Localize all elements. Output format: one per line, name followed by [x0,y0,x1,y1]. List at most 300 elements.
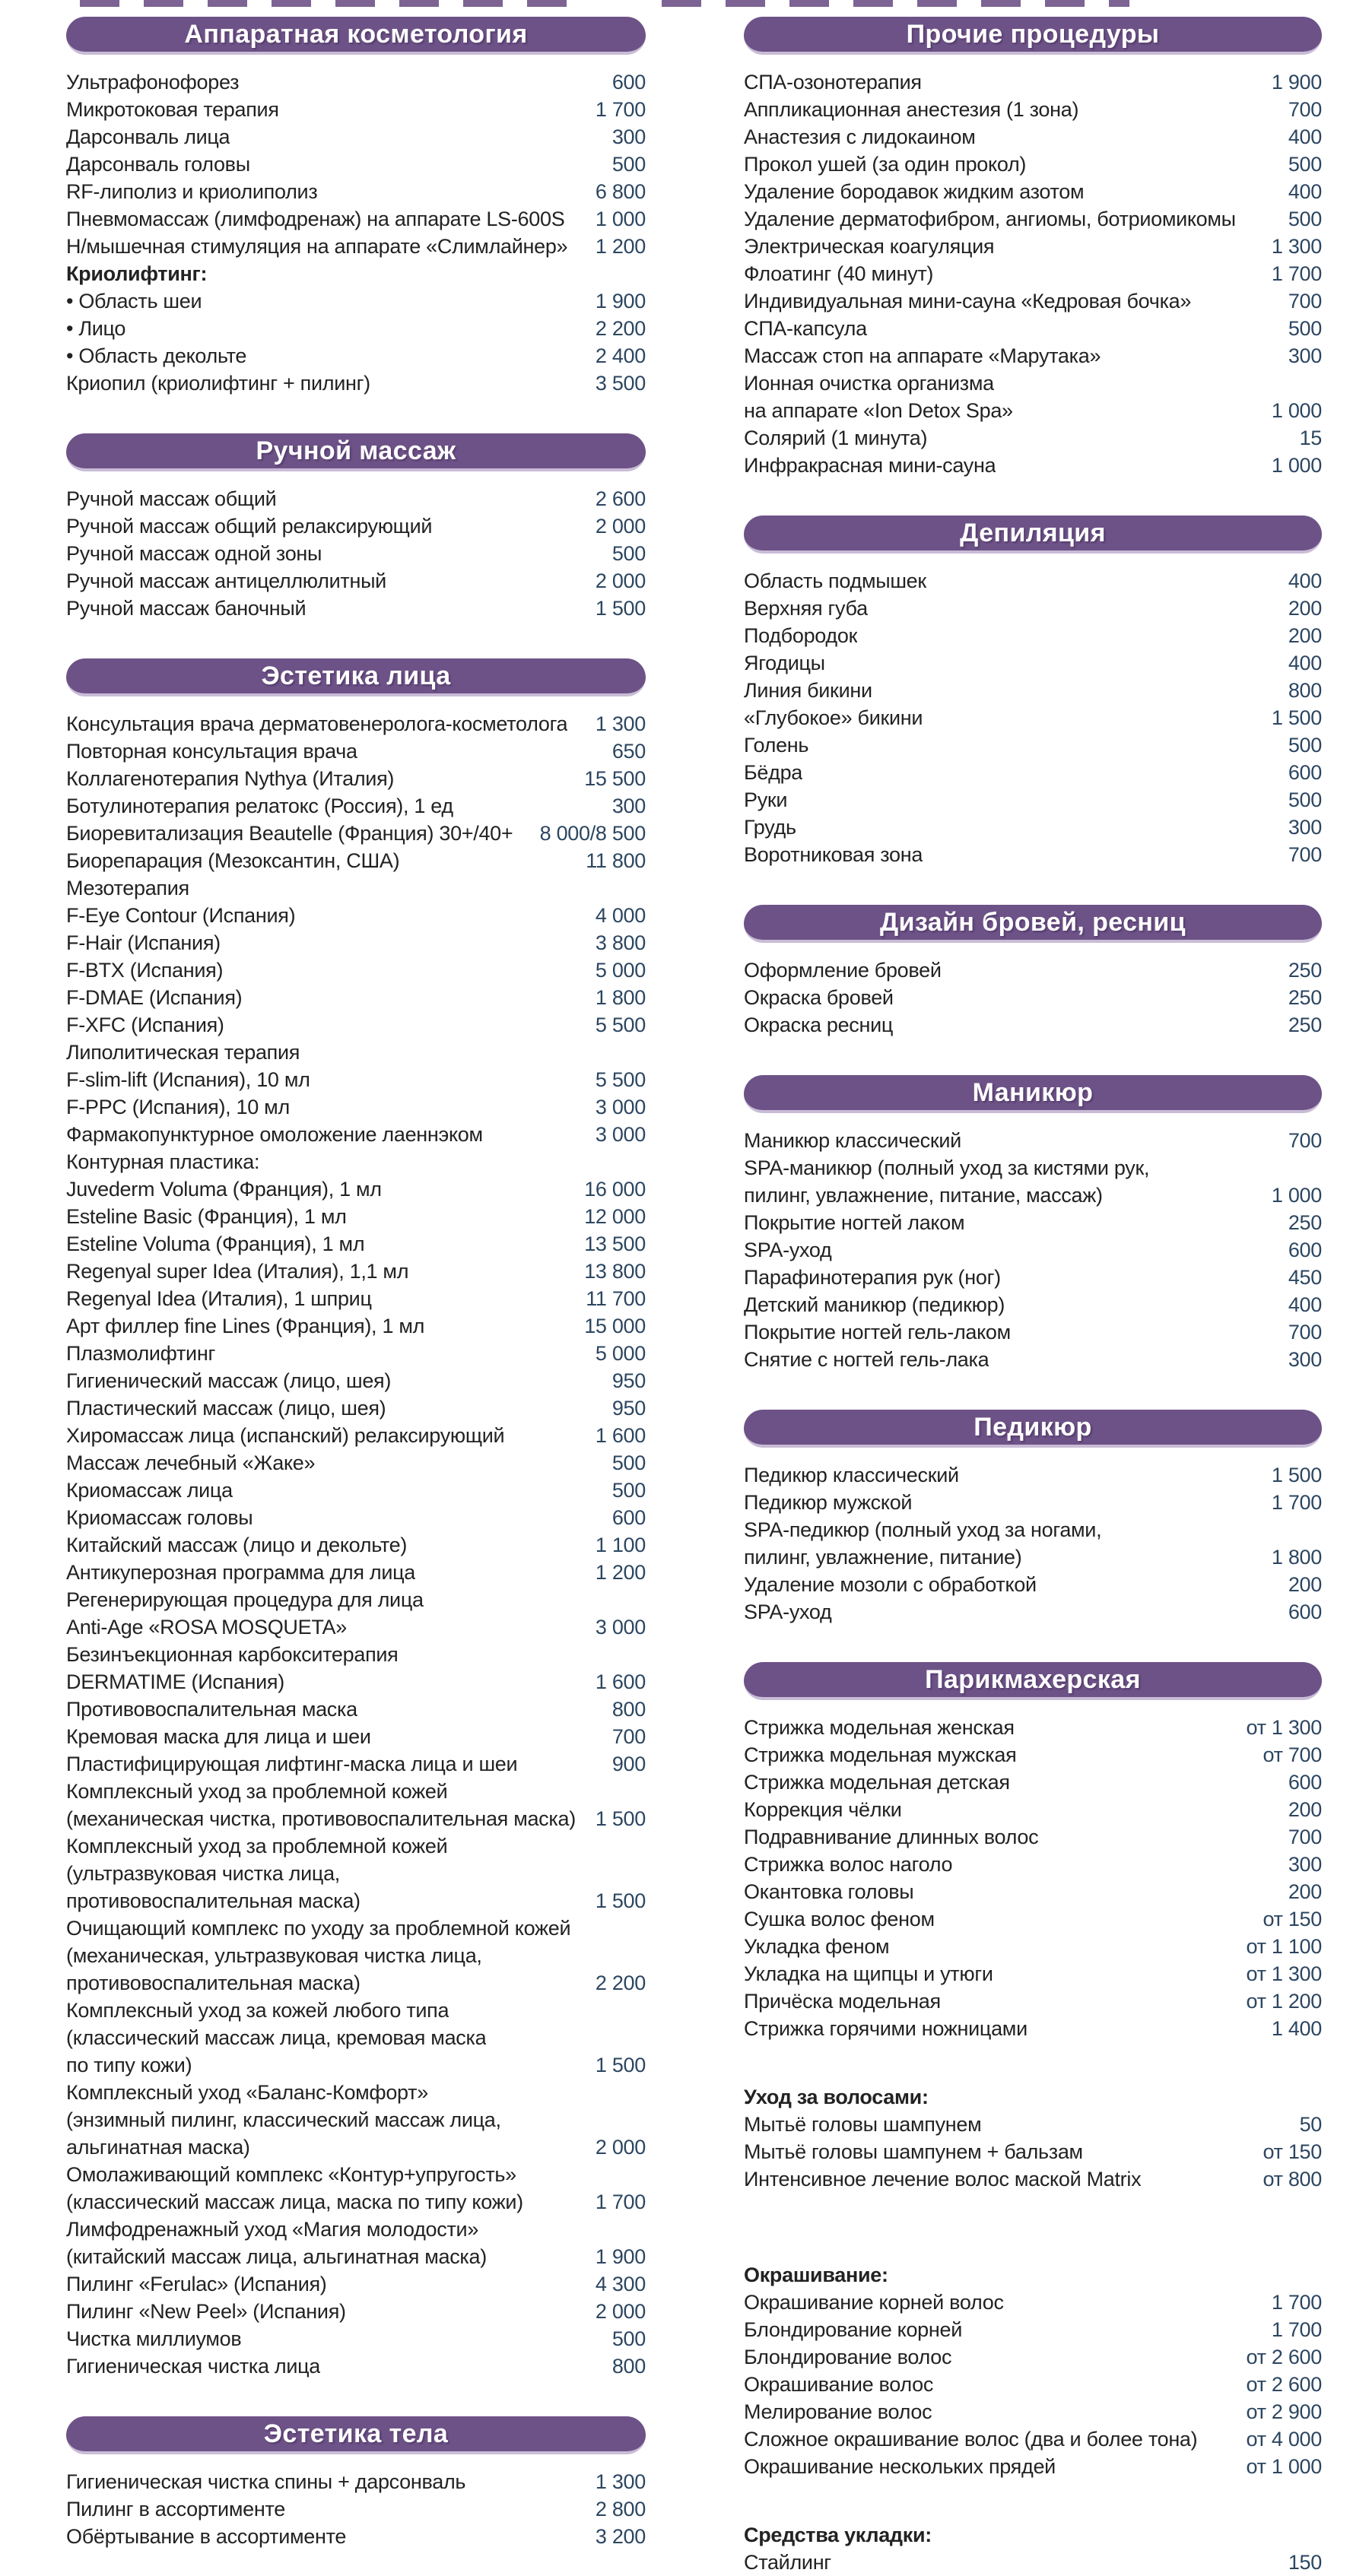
price-row [66,567,646,595]
service-price: 2 000 [595,2300,646,2323]
service-price: 450 [1288,1266,1322,1289]
service-price: 3 200 [595,2525,646,2548]
section-dizayn-brovey-resnits [744,905,1322,1039]
service-name: пилинг, увлажнение, питание, массаж) [744,1184,1103,1207]
price-row [744,452,1322,479]
price-row [744,260,1322,287]
price-row [744,1236,1322,1264]
section-header-bar [744,1662,1322,1700]
price-row [66,540,646,567]
service-name: F-Hair (Испания) [66,931,221,954]
section-header-bar [66,433,646,471]
service-price: от 1 300 [1246,1962,1322,1985]
price-row [744,1878,1322,1905]
service-name: Дарсонваль лица [66,125,230,148]
service-name: Пневмомассаж (лимфодренаж) на аппарате LS-600S [66,208,565,230]
service-price: от 150 [1263,2140,1322,2163]
service-name: Аппликационная анестезия (1 зона) [744,98,1079,121]
service-price: 11 800 [586,849,646,872]
price-row [66,1613,646,1641]
service-price: 500 [1288,153,1322,176]
service-price: 3 000 [595,1096,646,1118]
service-name: Мезотерапия [66,877,189,899]
price-row [66,1258,646,1285]
service-name: Укладка феном [744,1935,890,1958]
service-price: 12 000 [584,1205,646,1228]
price-row [744,1264,1322,1291]
section-header-bar [744,17,1322,55]
price-list [744,567,1322,868]
price-row [744,2289,1322,2316]
service-text-row [744,1516,1322,1543]
price-row [744,1182,1322,1209]
service-price: 400 [1288,569,1322,592]
service-price: 1 000 [1271,399,1322,422]
section-title: Аппаратная косметология [184,19,528,49]
price-row [744,2316,1322,2343]
price-row [66,287,646,315]
service-name: Бёдра [744,761,803,784]
price-row [744,1346,1322,1373]
service-name: Чистка миллиумов [66,2327,242,2350]
service-price: 1 000 [1271,1184,1322,1207]
service-price: от 2 900 [1246,2400,1322,2423]
service-name: Пилинг «Ferulac» (Испания) [66,2273,327,2295]
price-row [744,1741,1322,1769]
price-row [66,151,646,178]
price-row [66,1531,646,1559]
service-price: 2 000 [595,569,646,592]
service-name: Криомассаж лица [66,1479,233,1502]
service-price: 1 200 [595,235,646,258]
service-price: 300 [1288,344,1322,367]
service-name: Окрашивание корней волос [744,2291,1004,2314]
section-title: Эстетика лица [261,661,451,690]
service-name: по типу кожи) [66,2054,192,2076]
price-row [744,2425,1322,2453]
price-row [66,2325,646,2352]
price-row [744,1461,1322,1489]
service-name: • Область декольте [66,344,247,367]
service-name: F-slim-lift (Испания), 10 мл [66,1068,310,1091]
price-row [744,1714,1322,1741]
service-name: Линия бикини [744,679,872,702]
price-row [744,2549,1322,2576]
price-row [66,2243,646,2270]
section-title: Дизайн бровей, ресниц [880,907,1186,937]
service-name: на аппарате «Ion Detox Spa» [744,399,1013,422]
section-estetika-litsa [66,658,646,2380]
service-name: Причёска модельная [744,1990,941,2013]
price-row [66,1969,646,1997]
service-price: 3 000 [595,1123,646,1146]
service-name: Комплексный уход за проблемной кожей [66,1835,448,1857]
section-apparatnaya-kosmetologiya [66,17,646,397]
service-text-row [66,2216,646,2243]
section-title: Эстетика тела [263,2419,449,2448]
service-price: 15 500 [584,767,646,790]
price-row [66,1504,646,1531]
price-row [744,2453,1322,2480]
service-price: 3 800 [595,931,646,954]
service-name: Стрижка модельная женская [744,1716,1015,1739]
price-row [66,123,646,151]
service-name: Липолитическая терапия [66,1041,300,1064]
service-price: 11 700 [586,1287,646,1310]
service-price: 600 [1288,761,1322,784]
price-row [66,205,646,233]
service-price: 2 200 [595,1972,646,1994]
service-price: 500 [611,1451,646,1474]
service-price: 1 000 [595,208,646,230]
service-name: Очищающий комплекс по уходу за проблемной кожей [66,1917,571,1940]
service-price: 1 900 [1271,71,1322,94]
service-price: 1 700 [1271,1491,1322,1514]
service-price: 800 [611,1698,646,1721]
service-price: 1 300 [595,712,646,735]
price-row [66,1203,646,1230]
service-name: Повторная консультация врача [66,740,357,763]
section-header-bar [744,1410,1322,1448]
price-row [66,2270,646,2298]
service-name: Пластифицирующая лифтинг-маска лица и шеи [66,1753,518,1775]
service-price: от 800 [1263,2168,1322,2191]
service-name: Комплексный уход «Баланс-Комфорт» [66,2081,428,2104]
service-price: 1 500 [1271,706,1322,729]
service-name: Комплексный уход за кожей любого типа [66,1999,449,2022]
price-row [744,424,1322,452]
service-name: Микротоковая терапия [66,98,279,121]
service-price: 13 500 [584,1232,646,1255]
service-price: от 2 600 [1246,2346,1322,2368]
price-row [66,1367,646,1394]
service-price: 900 [611,1753,646,1775]
service-price: 1 300 [1271,235,1322,258]
price-list [744,68,1322,479]
service-text-row [66,2161,646,2188]
service-price: 15 [1299,427,1322,449]
service-name: Обёртывание в ассортименте [66,2525,347,2548]
price-row [744,841,1322,868]
price-row [744,2371,1322,2398]
price-row [744,2015,1322,2042]
service-name: Удаление бородавок жидким азотом [744,180,1085,203]
price-row [744,1571,1322,1598]
service-price: 250 [1288,959,1322,982]
price-row [66,1093,646,1121]
service-price: 400 [1288,125,1322,148]
service-name: Регенерирующая процедура для лица [66,1588,424,1611]
service-price: 400 [1288,180,1322,203]
service-name: пилинг, увлажнение, питание) [744,1546,1022,1569]
price-row [66,1723,646,1750]
service-price: 300 [1288,1853,1322,1876]
service-name: Стрижка горячими ножницами [744,2017,1028,2040]
service-name: Пилинг «New Peel» (Испания) [66,2300,346,2323]
service-name: Голень [744,734,809,757]
service-name: Ручной массаж баночный [66,597,307,620]
section-title: Маникюр [972,1077,1094,1107]
service-text-row [744,370,1322,397]
price-row [66,1477,646,1504]
price-row [744,68,1322,96]
price-row [66,342,646,370]
service-name: Инфракрасная мини-сауна [744,454,996,477]
service-price: от 2 600 [1246,2373,1322,2396]
price-row [744,1011,1322,1039]
service-price: 300 [611,125,646,148]
service-name: противовоспалительная маска) [66,1972,361,1994]
service-name: Комплексный уход за проблемной кожей [66,1780,448,1803]
service-text-row [66,1148,646,1175]
section-depilyatsiya [744,516,1322,868]
service-price: 200 [1288,597,1322,620]
price-row [744,814,1322,841]
service-name: (классический массаж лица, кремовая маска [66,2026,487,2049]
service-name: Уход за волосами: [744,2086,929,2108]
price-row [66,512,646,540]
price-row [66,233,646,260]
service-name: Педикюр мужской [744,1491,913,1514]
price-row [744,1796,1322,1823]
service-name: Сушка волос феном [744,1908,935,1930]
price-row [744,1127,1322,1154]
service-price: 5 000 [595,1342,646,1365]
service-name: Консультация врача дерматовенеролога-косметолога [66,712,568,735]
service-name: альгинатная маска) [66,2136,250,2159]
price-row [66,1887,646,1915]
service-name: Омолаживающий комплекс «Контур+упругость» [66,2163,516,2186]
service-name: SPA-педикюр (полный уход за ногами, [744,1518,1102,1541]
service-name: Массаж стоп на аппарате «Марутака» [744,344,1101,367]
price-row [66,984,646,1011]
service-price: 1 500 [595,597,646,620]
service-price: 700 [1288,1129,1322,1152]
service-name: Покрытие ногтей гель-лаком [744,1321,1011,1344]
service-text-row [66,1915,646,1942]
section-prochie-protsedury [744,17,1322,479]
service-price: 2 000 [595,515,646,538]
service-name: Прокол ушей (за один прокол) [744,153,1027,176]
service-name: Ягодицы [744,652,825,674]
price-row [744,96,1322,123]
service-price: 1 300 [595,2470,646,2493]
service-name: Китайский массаж (лицо и декольте) [66,1534,408,1556]
service-name: Лимфодренажный уход «Магия молодости» [66,2218,479,2241]
section-ruchnoy-massazh [66,433,646,622]
service-name: Пилинг в ассортименте [66,2498,285,2520]
service-price: 4 000 [595,904,646,927]
price-row [66,485,646,512]
service-price: 1 500 [595,1889,646,1912]
service-name: Хиромассаж лица (испанский) релаксирующий [66,1424,505,1447]
service-price: 200 [1288,624,1322,647]
service-price: 5 500 [595,1014,646,1036]
service-price: 1 700 [1271,262,1322,285]
service-price: 600 [611,71,646,94]
service-text-row [744,2521,1322,2549]
price-list [744,956,1322,1039]
price-row [744,1769,1322,1796]
service-name: F-PPC (Испания), 10 мл [66,1096,290,1118]
price-row [744,342,1322,370]
service-name: Плазмолифтинг [66,1342,216,1365]
left-column [66,11,646,2550]
service-name: SPA-маникюр (полный уход за кистями рук, [744,1156,1150,1179]
price-row [744,233,1322,260]
service-text-row [66,1997,646,2024]
service-name: Воротниковая зона [744,843,923,866]
service-name: F-XFC (Испания) [66,1014,224,1036]
service-name: Подбородок [744,624,858,647]
service-name: СПА-капсула [744,317,867,340]
service-price: от 1 200 [1246,1990,1322,2013]
price-row [66,1285,646,1312]
service-name: Мытьё головы шампунем [744,2113,982,2136]
service-name: F-Eye Contour (Испания) [66,904,296,927]
price-row [66,178,646,205]
service-price: 600 [1288,1600,1322,1623]
service-name: (китайский массаж лица, альгинатная маска) [66,2245,487,2268]
price-row [66,1121,646,1148]
price-row [744,1905,1322,1933]
service-text-row [66,2024,646,2051]
price-row [66,2188,646,2216]
service-price: 500 [611,1479,646,1502]
service-price: 600 [1288,1239,1322,1261]
service-name: Снятие с ногтей гель-лака [744,1348,989,1371]
price-row [744,1960,1322,1988]
service-text-row [66,1778,646,1805]
price-row [66,1750,646,1778]
service-price: 300 [1288,1348,1322,1371]
price-row [66,2051,646,2079]
price-row [744,677,1322,704]
service-name: Руки [744,788,788,811]
service-name: F-DMAE (Испания) [66,986,243,1009]
service-price: 600 [611,1506,646,1529]
price-row [66,68,646,96]
price-row [744,2398,1322,2425]
price-row [66,1422,646,1449]
price-list [744,1714,1322,2576]
service-name: Интенсивное лечение волос маской Matrix [744,2168,1142,2191]
service-name: Грудь [744,816,796,839]
service-name: (механическая чистка, противовоспалительная маска) [66,1807,576,1830]
service-text-row [66,1942,646,1969]
service-text-row [66,2106,646,2133]
service-name: Биоревитализация Beautelle (Франция) 30+/40+ [66,822,513,845]
price-row [66,765,646,792]
price-list [744,1461,1322,1626]
price-row [744,1823,1322,1851]
service-price: 400 [1288,652,1322,674]
service-name: Окрашивание: [744,2264,888,2286]
service-text-row [66,1586,646,1613]
service-name: Удаление мозоли с обработкой [744,1573,1037,1596]
service-price: 1 700 [595,2191,646,2213]
price-row [744,315,1322,342]
service-name: Ультрафонофорез [66,71,240,94]
price-list [66,2468,646,2550]
section-header-bar [744,1075,1322,1113]
service-name: Окрашивание нескольких прядей [744,2455,1056,2478]
service-name: Покрытие ногтей лаком [744,1211,965,1234]
service-price: 250 [1288,986,1322,1009]
service-text-row [744,1154,1322,1182]
service-price: 500 [611,2327,646,2350]
service-name: Regenyal Idea (Италия), 1 шприц [66,1287,372,1310]
service-name: Фармакопунктурное омоложение лаеннэком [66,1123,483,1146]
service-name: Esteline Basic (Франция), 1 мл [66,1205,347,1228]
service-name: Антикуперозная программа для лица [66,1561,416,1584]
service-price: 600 [1288,1771,1322,1794]
section-header-bar [744,516,1322,554]
service-name: (энзимный пилинг, классический массаж лица, [66,2108,501,2131]
service-name: Маникюр классический [744,1129,961,1152]
service-name: Ручной массаж одной зоны [66,542,322,565]
service-name: Ручной массаж общий релаксирующий [66,515,433,538]
price-row [744,984,1322,1011]
service-price: 2 600 [595,487,646,510]
service-name: SPA-уход [744,1600,832,1623]
service-price: 1 900 [595,290,646,312]
service-name: Область подмышек [744,569,926,592]
service-price: 950 [611,1397,646,1420]
service-name: Массаж лечебный «Жаке» [66,1451,316,1474]
service-price: 6 800 [595,180,646,203]
service-text-row [66,2079,646,2106]
service-name: Мытьё головы шампунем + бальзам [744,2140,1083,2163]
price-row [66,595,646,622]
service-name: Гигиеническая чистка спины + дарсонваль [66,2470,466,2493]
service-text-row [66,1641,646,1668]
price-row [744,1851,1322,1878]
service-price: 1 200 [595,1561,646,1584]
service-price: от 1 300 [1246,1716,1322,1739]
service-name: Оформление бровей [744,959,942,982]
price-row [744,2165,1322,2193]
price-list [66,710,646,2380]
price-row [66,1175,646,1203]
section-title: Депиляция [960,518,1106,547]
price-row [744,649,1322,677]
price-row [744,2111,1322,2138]
service-name: Regenyal super Idea (Италия), 1,1 мл [66,1260,409,1283]
price-row [66,1805,646,1832]
service-text-row [66,874,646,902]
price-row [744,595,1322,622]
price-row [66,820,646,847]
price-row [66,370,646,397]
cropped-content-fragment-left [80,0,578,7]
service-name: DERMATIME (Испания) [66,1670,284,1693]
service-name: Окраска ресниц [744,1014,894,1036]
price-row [66,96,646,123]
price-row [744,205,1322,233]
service-name: Детский маникюр (педикюр) [744,1293,1005,1316]
price-row [744,759,1322,786]
service-price: 650 [611,740,646,763]
service-name: Гигиеническая чистка лица [66,2355,321,2378]
service-price: от 4 000 [1246,2428,1322,2451]
price-row [744,704,1322,731]
service-price: 5 000 [595,959,646,982]
service-price: 700 [611,1725,646,1748]
section-estetika-tela [66,2416,646,2550]
section-pedikyur [744,1410,1322,1626]
price-row [744,567,1322,595]
